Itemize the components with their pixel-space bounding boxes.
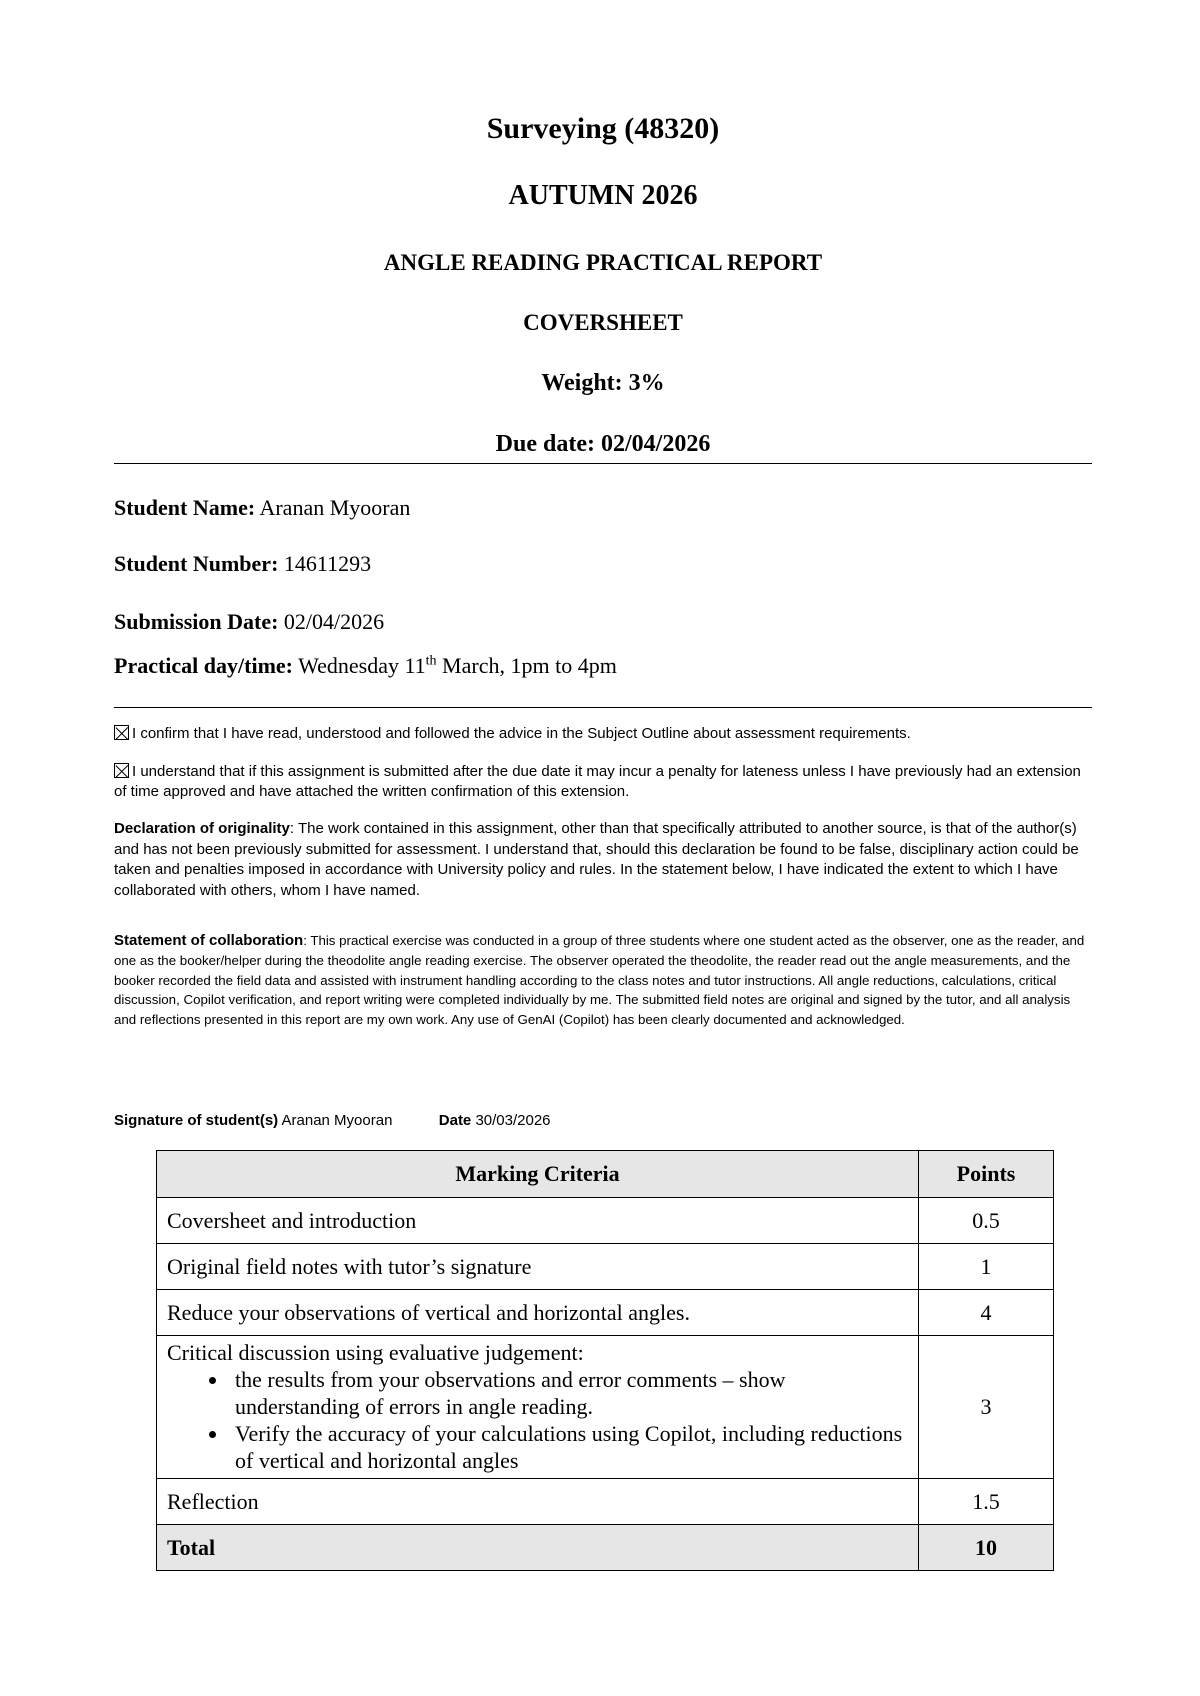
criteria-cell: Coversheet and introduction (157, 1198, 919, 1244)
collaboration-text: : This practical exercise was conducted in a group of three students where one student acted as the observer, one as the reader, and one as the booker/helper during the theodolite angle reading exercise. The observer operated the theodolite, the reader read out the angle measurements, and the booker recorded the field data and assisted with instrument handling according to the class notes and tutor instructions. All angle reductions, calculations, critical discussion, Copilot verification, and report writing were completed individually by me. The submitted field notes are original and signed by the tutor, and all analysis and reflections presented in this report are my own work. Any use of GenAI (Copilot) has been clearly documented and acknowledged. (114, 933, 1085, 1028)
confirmation-item (114, 762, 1094, 802)
signature-line (114, 1112, 551, 1129)
signature-date-label: Date (438, 1112, 472, 1129)
table-row (157, 1479, 1054, 1525)
practical-time-label: Practical day/time: (114, 653, 293, 678)
student-number-label: Student Number: (114, 551, 279, 576)
submission-date-value: 02/04/2026 (283, 609, 385, 634)
table-row (157, 1244, 1054, 1290)
declaration-label: Declaration of originality (114, 820, 290, 837)
criteria-intro: Critical discussion using evaluative judgement: (167, 1340, 584, 1365)
marking-criteria-table (156, 1150, 1054, 1571)
total-points-cell: 10 (919, 1525, 1054, 1571)
checked-box-icon[interactable] (114, 725, 129, 740)
practical-time-value (298, 653, 617, 678)
points-cell: 0.5 (919, 1198, 1054, 1244)
confirmation-item (114, 724, 1094, 744)
weight-heading: Weight: 3% (541, 370, 665, 396)
table-header-row (157, 1151, 1054, 1198)
practical-day-text: Wednesday 11 (298, 653, 426, 678)
criteria-cell (157, 1336, 919, 1479)
practical-time-line (114, 653, 1092, 679)
criteria-column-header: Marking Criteria (157, 1151, 919, 1198)
criteria-cell: Original field notes with tutor’s signature (157, 1244, 919, 1290)
signature-value: Aranan Myooran (281, 1112, 393, 1129)
due-date-heading: Due date: 02/04/2026 (495, 431, 711, 457)
student-number-value: 14611293 (283, 551, 372, 576)
bottom-divider (114, 707, 1092, 708)
checked-box-icon[interactable] (114, 763, 129, 778)
confirmation-text: I understand that if this assignment is submitted after the due date it may incur a penalty for lateness unless I have previously had an extension of time approved and have attached the written confirmation of this extension. (114, 763, 1081, 800)
declaration-of-originality (114, 819, 1094, 901)
criteria-bullet-list (167, 1366, 908, 1474)
student-name-value: Aranan Myooran (259, 495, 411, 520)
points-column-header: Points (919, 1151, 1054, 1198)
statement-of-collaboration (114, 931, 1094, 1030)
criteria-bullet: • the results from your observations and error comments – show understanding of errors in angle reading. (229, 1366, 908, 1420)
submission-date-line (114, 609, 1092, 635)
points-cell: 3 (919, 1336, 1054, 1479)
student-name-label: Student Name: (114, 495, 256, 520)
points-cell: 1.5 (919, 1479, 1054, 1525)
student-number-line (114, 551, 1092, 577)
criteria-cell: Reduce your observations of vertical and horizontal angles. (157, 1290, 919, 1336)
total-row (157, 1525, 1054, 1571)
table-row (157, 1290, 1054, 1336)
coversheet-heading: COVERSHEET (523, 310, 683, 335)
table-row (157, 1336, 1054, 1479)
practical-time-text: March, 1pm to 4pm (436, 653, 617, 678)
top-divider (114, 463, 1092, 464)
submission-date-label: Submission Date: (114, 609, 279, 634)
declaration-text: : The work contained in this assignment, other than that specifically attributed to another source, is that of the author(s) and has not been previously submitted for assessment. I understand that, should this declaration be found to be false, disciplinary action could be taken and penalties imposed in accordance with University policy and rules. In the statement below, I have indicated the extent to which I have collaborated with others, whom I have named. (114, 820, 1079, 899)
signature-label: Signature of student(s) (114, 1112, 279, 1129)
points-cell: 1 (919, 1244, 1054, 1290)
signature-date-value: 30/03/2026 (475, 1112, 551, 1129)
report-heading: ANGLE READING PRACTICAL REPORT (383, 250, 823, 275)
student-name-line (114, 495, 1092, 521)
confirmation-text: I confirm that I have read, understood and followed the advice in the Subject Outline about assessment requirements. (132, 725, 911, 742)
points-cell: 4 (919, 1290, 1054, 1336)
total-label-cell: Total (157, 1525, 919, 1571)
collaboration-label: Statement of collaboration (114, 932, 304, 949)
term-heading: AUTUMN 2026 (508, 180, 698, 211)
ordinal-suffix: th (425, 653, 437, 669)
subject-title: Surveying (48320) (486, 112, 720, 145)
criteria-bullet: • Verify the accuracy of your calculations using Copilot, including reductions of vertical and horizontal angles (229, 1420, 908, 1474)
table-row (157, 1198, 1054, 1244)
criteria-cell: Reflection (157, 1479, 919, 1525)
